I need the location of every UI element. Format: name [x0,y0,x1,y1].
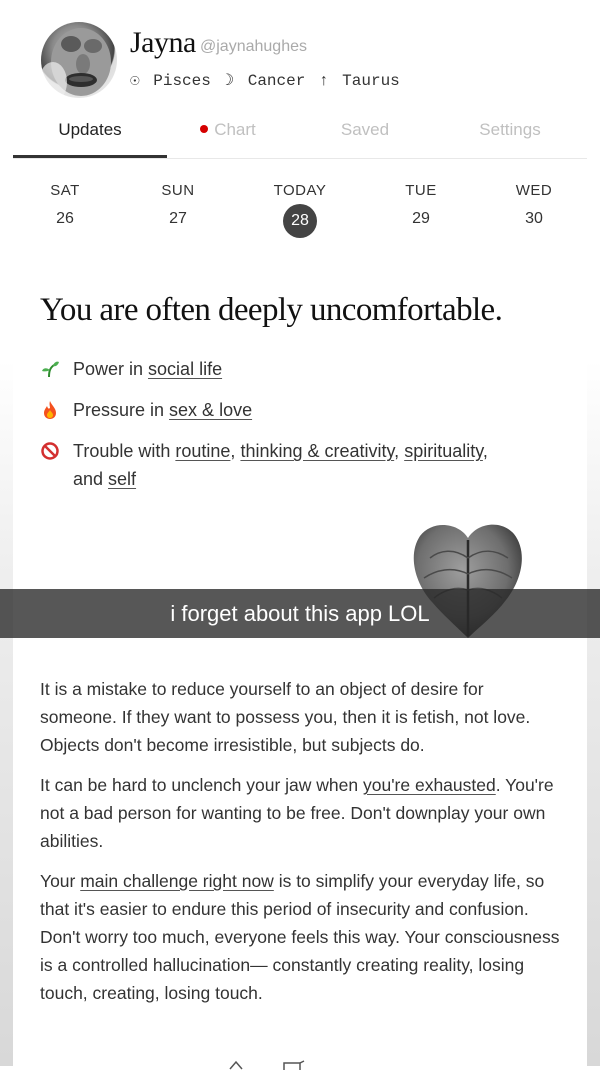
paragraph-text: It can be hard to unclench your jaw when [40,775,363,795]
day-today[interactable] [260,182,340,238]
notification-dot-icon [200,125,208,133]
aspect-power [40,355,560,383]
aspect-text: Pressure in [73,400,170,420]
day-name: WED [515,182,553,199]
caption-text: i forget about this app LOL [170,601,430,626]
day-name: TUE [405,182,437,199]
day-name: SAT [50,182,80,199]
sun-icon: ☉ [130,72,140,90]
day-number: 30 [525,210,543,227]
paragraph-3 [40,867,565,1007]
fire-icon [40,400,60,420]
paragraph-text: . You're not a bad person for wanting to be free. Don't downplay your own abilities. [40,775,554,851]
day-number: 27 [169,210,187,227]
tab-settings-label: Settings [479,120,541,139]
link-main-challenge[interactable]: main challenge right now [80,871,274,891]
link-social-life[interactable]: social life [148,359,223,379]
tab-settings[interactable] [443,120,577,140]
link-youre-exhausted[interactable]: you're exhausted [362,775,496,795]
aspect-pressure [40,396,560,424]
tab-chart-label: Chart [214,120,256,139]
active-tab-indicator [13,155,167,158]
day-sat[interactable] [25,182,105,228]
daily-headline: You are often deeply uncomfortable. [40,292,503,328]
profile-name: Jayna [130,26,196,59]
separator: , [394,441,405,461]
avatar-face-image [41,22,117,98]
avatar[interactable] [41,22,117,98]
link-spirituality[interactable]: spirituality [404,441,483,461]
moon-sign: Cancer [247,72,306,90]
tab-bar [13,110,587,159]
day-number: 26 [56,210,74,227]
aspect-trouble [40,437,560,493]
link-routine[interactable]: routine [175,441,231,461]
day-sun[interactable] [138,182,218,228]
tab-updates[interactable] [13,120,167,140]
day-name: SUN [161,182,195,199]
day-number-selected: 28 [283,204,317,238]
separator: , [482,441,488,461]
day-wed[interactable] [494,182,574,228]
paragraph-2 [40,771,565,855]
aspect-text: Power in [73,359,149,379]
day-name: TODAY [273,182,327,199]
paragraph-1: It is a mistake to reduce yourself to an object of desire for someone. If they want to possess you, then it is fetish, not love. Objects don't become irresistible, but subjects do. [40,679,531,755]
separator: , [230,441,241,461]
sun-sign: Pisces [153,72,211,90]
bottom-actions [226,1057,316,1075]
tab-updates-label: Updates [58,120,122,139]
caption-overlay [0,589,600,638]
tab-chart[interactable] [163,120,293,140]
sprout-icon [40,359,60,379]
paragraph-text: is to simplify your everyday life, so that it's easier to endure this period of insecurity and confusion. Don't worry too much, everyone feels this way. Your consciousness is a controlled hallucination— constantly creating reality, losing touch, creating, losing touch. [40,871,560,1003]
tab-saved-label: Saved [340,120,390,139]
big-three-signs [130,70,404,90]
moon-icon: ☽ [224,72,235,90]
link-thinking-creativity[interactable]: thinking & creativity [240,441,395,461]
prohibited-icon [40,441,60,461]
day-tue[interactable] [381,182,461,228]
paragraph-text: Your [40,871,81,891]
link-sex-love[interactable]: sex & love [169,400,253,420]
day-number: 29 [412,210,430,227]
rising-icon: ↑ [318,72,329,90]
rising-sign: Taurus [342,72,400,90]
link-self[interactable]: self [108,469,137,489]
aspect-text: Trouble with [73,441,176,461]
profile-handle: @jaynahughes [200,38,307,55]
tab-saved[interactable] [303,120,427,140]
aspect-text: and [73,469,109,489]
